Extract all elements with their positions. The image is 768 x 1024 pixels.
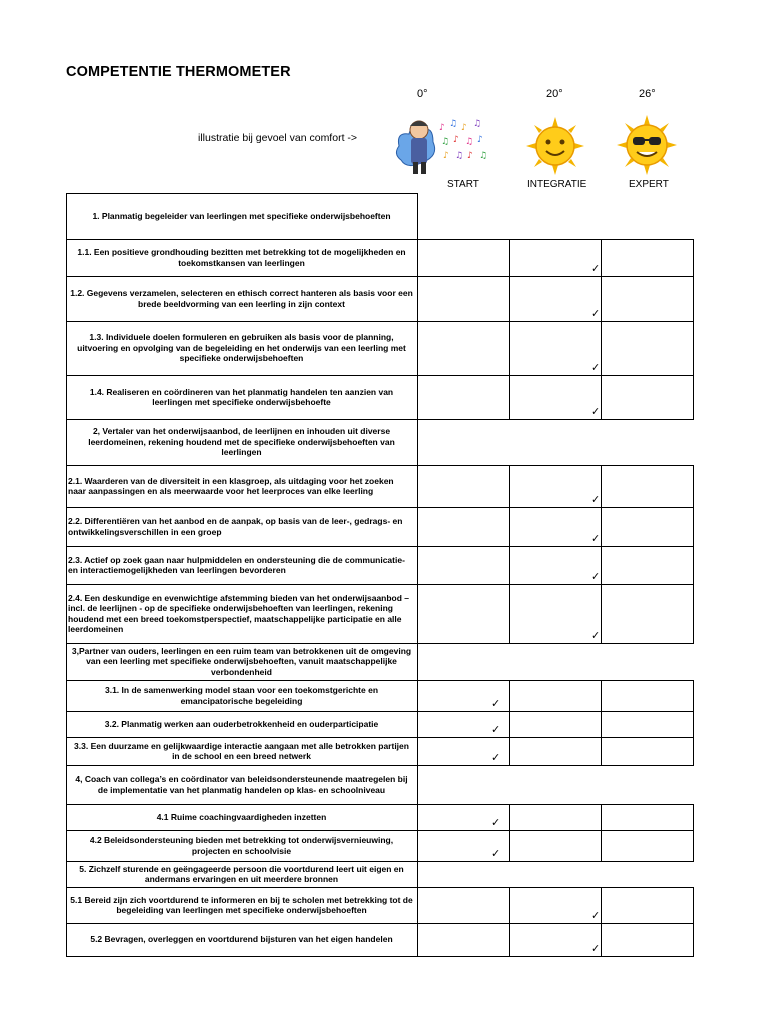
competence-text: 5.2 Bevragen, overleggen en voortdurend bijsturen van het eigen handelen: [90, 934, 393, 945]
svg-text:♫: ♫: [441, 137, 450, 147]
competence-text: 2.4. Een deskundige en evenwichtige afstemming bieden van het onderwijsaanbod – incl. de leerlijnen - op de specifieke onderwijsbehoeften van leerlingen, rekening houdend met een breed toekomstperspectief, maatschappelijke participatie en alle leerdomeinen: [68, 592, 410, 634]
level-cell-start[interactable]: [417, 546, 510, 585]
svg-text:♫: ♫: [473, 119, 482, 129]
check-mark-icon: ✓: [591, 493, 601, 506]
check-mark-icon: ✓: [591, 405, 601, 418]
degree-label-start: 0°: [417, 88, 428, 100]
level-cell-expert[interactable]: [601, 680, 694, 712]
check-mark-icon: ✓: [591, 307, 601, 320]
level-cell-expert[interactable]: [601, 830, 694, 862]
check-mark-icon: ✓: [491, 816, 501, 829]
svg-text:♫: ♫: [449, 119, 458, 129]
level-cell-integratie[interactable]: [509, 507, 602, 547]
competence-text: 3.1. In de samenwerking model staan voor een toekomstgerichte en emancipatorische begeleiding: [104, 685, 379, 706]
competence-text: 4.2 Beleidsondersteuning bieden met betrekking tot onderwijsvernieuwing, projecten en schoolvisie: [89, 835, 394, 856]
level-cell-expert[interactable]: [601, 465, 694, 508]
level-cell-start[interactable]: [417, 584, 510, 644]
level-cell-expert[interactable]: [601, 507, 694, 547]
comfort-caption: illustratie bij gevoel van comfort ->: [198, 132, 358, 144]
check-mark-icon: ✓: [591, 942, 601, 955]
level-label-integratie: INTEGRATIE: [527, 179, 587, 190]
level-cell-expert[interactable]: [601, 546, 694, 585]
level-cell-expert[interactable]: [601, 239, 694, 277]
svg-text:♪: ♪: [439, 123, 445, 133]
sun-icon: [526, 117, 584, 175]
check-mark-icon: ✓: [591, 570, 601, 583]
competence-text: 2.2. Differentiëren van het aanbod en de aanpak, op basis van de leer-, gedrags- en ontwikkelingsverschillen in een groep: [68, 516, 403, 537]
competence-text: 2.1. Waarderen van de diversiteit in een klasgroep, als uitdaging voor het zoeken naar aanpassingen en als meerwaarde voor het leerproces van elke leerling: [68, 475, 394, 496]
svg-text:♫: ♫: [465, 137, 474, 147]
section-heading: 5. Zichzelf sturende en geëngageerde persoon die voortdurend leert uit eigen en andermans ervaringen en uit meerdere bronnen: [79, 863, 404, 884]
section-heading: 2, Vertaler van het onderwijsaanbod, de leerlijnen en inhouden uit diverse leerdomeinen, rekening houdend met de specifieke onderwijsbehoeften van leerlingen: [88, 426, 395, 458]
competence-text: 5.1 Bereid zijn zich voortdurend te informeren en bij te scholen met betrekking tot de begeleiding van leerlingen met specifieke onderwijsbehoeften: [70, 894, 413, 915]
level-cell-integratie[interactable]: [509, 375, 602, 420]
level-cell-expert[interactable]: [601, 804, 694, 831]
degree-label-integratie: 20°: [546, 88, 563, 100]
svg-text:♪: ♪: [453, 135, 459, 145]
competence-text: 3.2. Planmatig werken aan ouderbetrokkenheid en ouderparticipatie: [104, 718, 379, 729]
level-cell-start[interactable]: [417, 887, 510, 924]
level-cell-expert[interactable]: [601, 321, 694, 376]
check-mark-icon: ✓: [591, 629, 601, 642]
level-cell-integratie[interactable]: [509, 737, 602, 766]
level-cell-integratie[interactable]: [509, 239, 602, 277]
check-mark-icon: ✓: [491, 751, 501, 764]
svg-text:♪: ♪: [477, 135, 483, 145]
level-cell-integratie[interactable]: [509, 546, 602, 585]
level-cell-expert[interactable]: [601, 737, 694, 766]
level-cell-integratie[interactable]: [509, 680, 602, 712]
check-mark-icon: ✓: [591, 532, 601, 545]
level-cell-integratie[interactable]: [509, 465, 602, 508]
level-cell-start[interactable]: [417, 507, 510, 547]
check-mark-icon: ✓: [491, 697, 501, 710]
cold-person-icon: [393, 114, 491, 176]
level-cell-integratie[interactable]: [509, 711, 602, 738]
level-cell-integratie[interactable]: [509, 321, 602, 376]
check-mark-icon: ✓: [491, 723, 501, 736]
competence-text: 1.2. Gegevens verzamelen, selecteren en ethisch correct hanteren als basis voor een brede beeldvorming van een leerling in zijn context: [70, 288, 413, 309]
competence-text: 3.3. Een duurzame en gelijkwaardige interactie aangaan met alle betrokken partijen in de school en een breed netwerk: [74, 740, 409, 761]
svg-text:♫: ♫: [479, 151, 488, 161]
level-cell-integratie[interactable]: [509, 804, 602, 831]
level-cell-expert[interactable]: [601, 711, 694, 738]
level-cell-start[interactable]: [417, 923, 510, 957]
competence-text: 2.3. Actief op zoek gaan naar hulpmiddelen en ondersteuning die de communicatie- en interactiemogelijkheden van leerlingen bevorderen: [68, 554, 405, 575]
level-cell-expert[interactable]: [601, 584, 694, 644]
level-cell-expert[interactable]: [601, 375, 694, 420]
svg-text:♪: ♪: [461, 123, 467, 133]
level-cell-start[interactable]: [417, 465, 510, 508]
level-cell-integratie[interactable]: [509, 887, 602, 924]
section-heading: 1. Planmatig begeleider van leerlingen met specifieke onderwijsbehoeften: [92, 210, 391, 221]
level-cell-integratie[interactable]: [509, 830, 602, 862]
level-cell-integratie[interactable]: [509, 584, 602, 644]
svg-text:♪: ♪: [443, 151, 449, 161]
competence-text: 1.4. Realiseren en coördineren van het planmatig handelen ten aanzien van leerlingen met specifieke onderwijsbehoefte: [89, 386, 394, 407]
level-cell-start[interactable]: [417, 375, 510, 420]
level-cell-start[interactable]: [417, 321, 510, 376]
sun-sunglasses-icon: [617, 115, 677, 175]
level-cell-integratie[interactable]: [509, 923, 602, 957]
section-heading: 4, Coach van collega’s en coördinator van beleidsondersteunende maatregelen bij de implementatie van het planmatig handelen op klas- en schoolniveau: [75, 774, 408, 795]
competence-text: 4.1 Ruime coachingvaardigheden inzetten: [156, 811, 327, 822]
svg-text:♫: ♫: [455, 151, 464, 161]
competence-text: 1.1. Een positieve grondhouding bezitten met betrekking tot de mogelijkheden en toekomstkansen van leerlingen: [77, 247, 406, 268]
check-mark-icon: ✓: [491, 847, 501, 860]
degree-label-expert: 26°: [639, 88, 656, 100]
svg-text:♪: ♪: [467, 151, 473, 161]
check-mark-icon: ✓: [591, 361, 601, 374]
level-cell-expert[interactable]: [601, 887, 694, 924]
level-cell-expert[interactable]: [601, 923, 694, 957]
competence-text: 1.3. Individuele doelen formuleren en gebruiken als basis voor de planning, uitvoering en opvolging van de begeleiding en het onderwijs van een leerling met specifieke onderwijsbehoeften: [77, 332, 406, 364]
level-label-start: START: [447, 179, 479, 190]
check-mark-icon: ✓: [591, 262, 601, 275]
check-mark-icon: ✓: [591, 909, 601, 922]
level-cell-start[interactable]: [417, 276, 510, 322]
section-heading: 3,Partner van ouders, leerlingen en een ruim team van betrokkenen uit de omgeving van een leerling met specifieke onderwijsbehoeften, vanuit maatschappelijke verbondenheid: [71, 645, 412, 677]
page-title: COMPETENTIE THERMOMETER: [66, 64, 291, 80]
level-label-expert: EXPERT: [629, 179, 669, 190]
level-cell-integratie[interactable]: [509, 276, 602, 322]
level-cell-expert[interactable]: [601, 276, 694, 322]
level-cell-start[interactable]: [417, 239, 510, 277]
